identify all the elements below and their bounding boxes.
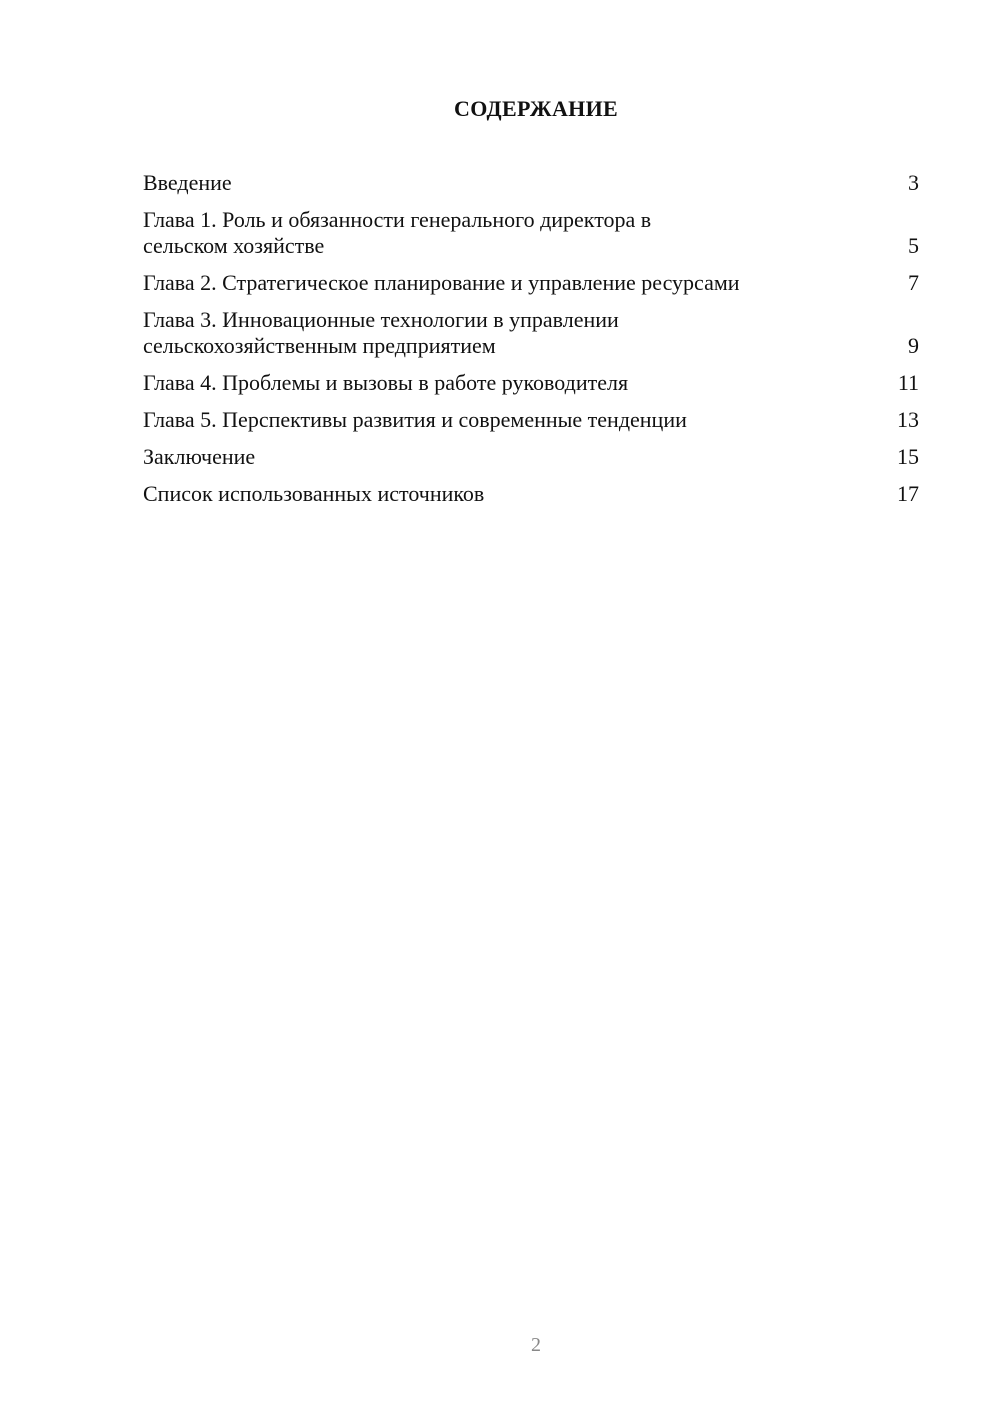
toc-entry-page: 3	[908, 170, 919, 195]
page-title: СОДЕРЖАНИЕ	[454, 96, 618, 121]
toc-entry-page: 17	[897, 481, 919, 506]
table-of-contents	[143, 170, 919, 518]
toc-entry-page: 7	[908, 270, 919, 295]
toc-entry-label: Глава 1. Роль и обязанности генерального директора в сельском хозяйстве	[143, 207, 652, 258]
toc-entry-label: Список использованных источников	[143, 481, 485, 506]
toc-entry-chapter-1	[143, 207, 919, 259]
toc-entry-page: 5	[908, 233, 919, 258]
toc-entry-label: Глава 2. Стратегическое планирование и управление ресурсами	[143, 270, 740, 295]
toc-entry-label: Заключение	[143, 444, 256, 469]
toc-entry-introduction	[143, 170, 919, 196]
toc-entry-page: 11	[897, 370, 919, 395]
toc-entry-label: Глава 3. Инновационные технологии в управлении сельскохозяйственным предприятием	[143, 307, 619, 358]
toc-entry-label: Глава 5. Перспективы развития и современные тенденции	[143, 407, 687, 432]
toc-entry-page: 15	[897, 444, 919, 469]
toc-entry-page: 13	[897, 407, 919, 432]
toc-entry-page: 9	[908, 333, 919, 358]
toc-entry-chapter-5	[143, 407, 919, 433]
toc-entry-chapter-4	[143, 370, 919, 396]
toc-entry-label: Глава 4. Проблемы и вызовы в работе руководителя	[143, 370, 629, 395]
toc-entry-chapter-3	[143, 307, 919, 359]
page-number: 2	[531, 1334, 541, 1356]
toc-entry-references	[143, 481, 919, 507]
toc-entry-chapter-2	[143, 270, 919, 296]
toc-entry-conclusion	[143, 444, 919, 470]
toc-entry-label: Введение	[143, 170, 232, 195]
